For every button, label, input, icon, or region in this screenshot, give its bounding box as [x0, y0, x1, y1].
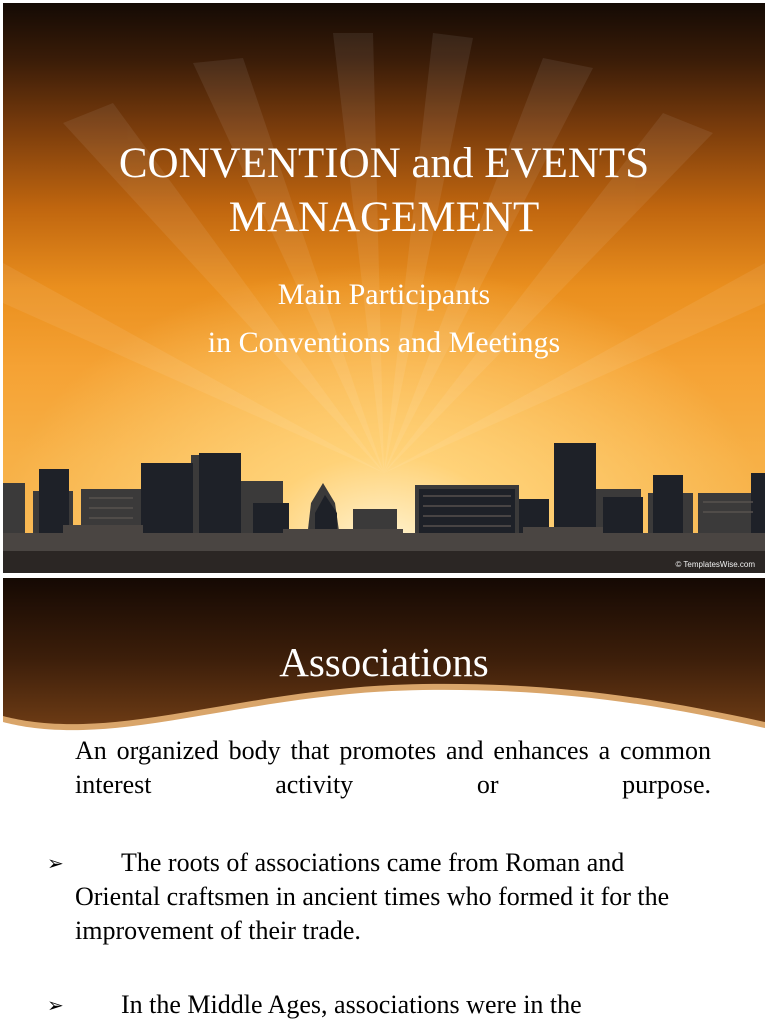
title-line-1: CONVENTION and EVENTS — [118, 140, 650, 187]
presentation-title — [3, 137, 765, 245]
title-slide — [3, 3, 765, 573]
title-line-2: MANAGEMENT — [228, 194, 540, 241]
subtitle-line-2: in Conventions and Meetings — [207, 326, 561, 359]
presentation-subtitle — [3, 271, 765, 367]
subtitle-line-1: Main Participants — [277, 278, 491, 311]
bullet-item — [47, 846, 711, 948]
slide-title: Associations — [279, 639, 489, 685]
bullet-text: The roots of associations came from Roman and Oriental craftsmen in ancient times who formed it for the improvement of their trade. — [75, 848, 670, 945]
bullet-item — [47, 988, 711, 1022]
arrow-bullet-icon: ➢ — [47, 993, 64, 1017]
arrow-bullet-icon: ➢ — [47, 851, 64, 875]
template-watermark: © TemplatesWise.com — [675, 560, 755, 569]
associations-slide — [3, 578, 765, 1024]
city-skyline-image — [3, 433, 765, 573]
bullet-text: In the Middle Ages, associations were in the — [121, 990, 582, 1019]
association-definition: An organized body that promotes and enhances a common interest activity or purpose. — [75, 736, 711, 799]
